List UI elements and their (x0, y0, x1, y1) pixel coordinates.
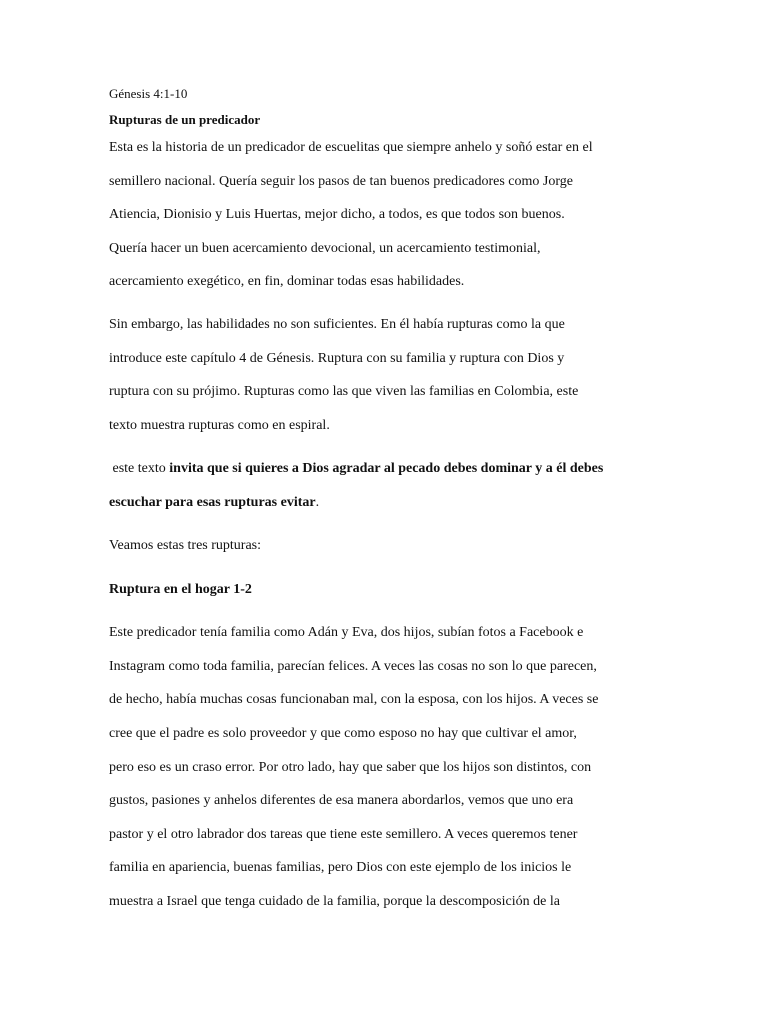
section-1-title: Ruptura en el hogar 1-2 (109, 582, 252, 597)
thesis-bold-1: invita que si quieres a Dios agradar al pecado debes dominar y a él debes (169, 461, 604, 476)
thesis-bold-2: escuchar para esas rupturas evitar (109, 495, 316, 510)
paragraph-3-line-6: gustos, pasiones y anhelos diferentes de esa manera abordarlos, vemos que uno era (109, 793, 574, 808)
paragraph-3-line-5: pero eso es un craso error. Por otro lado, hay que saber que los hijos son distintos, con (109, 760, 592, 775)
scripture-reference: Génesis 4:1-10 (109, 86, 188, 101)
paragraph-2-line-2: introduce este capítulo 4 de Génesis. Ruptura con su familia y ruptura con Dios y (109, 351, 565, 366)
thesis-line-2 (109, 494, 319, 512)
paragraph-3-line-3: de hecho, había muchas cosas funcionaban mal, con la esposa, con los hijos. A veces se (109, 692, 599, 707)
paragraph-3-line-1: Este predicador tenía familia como Adán y Eva, dos hijos, subían fotos a Facebook e (109, 625, 584, 640)
paragraph-3-line-7: pastor y el otro labrador dos tareas que tiene este semillero. A veces queremos tener (109, 827, 578, 842)
paragraph-3-line-4: cree que el padre es solo proveedor y que como esposo no hay que cultivar el amor, (109, 726, 577, 741)
paragraph-3-line-8: familia en apariencia, buenas familias, pero Dios con este ejemplo de los inicios le (109, 860, 572, 875)
paragraph-1-line-3: Atiencia, Dionisio y Luis Huertas, mejor dicho, a todos, es que todos son buenos. (109, 207, 565, 222)
intro-line: Veamos estas tres rupturas: (109, 538, 262, 553)
paragraph-2-line-4: texto muestra rupturas como en espiral. (109, 418, 330, 433)
paragraph-3-line-2: Instagram como toda familia, parecían felices. A veces las cosas no son lo que parecen, (109, 659, 597, 674)
paragraph-2-line-3: ruptura con su prójimo. Rupturas como las que viven las familias en Colombia, este (109, 384, 579, 399)
thesis-suffix: . (315, 495, 320, 510)
document-title: Rupturas de un predicador (109, 112, 261, 127)
thesis-line-1 (109, 460, 603, 478)
paragraph-2-line-1: Sin embargo, las habilidades no son suficientes. En él había rupturas como la que (109, 317, 565, 332)
paragraph-1-line-1: Esta es la historia de un predicador de escuelitas que siempre anhelo y soñó estar en el (109, 140, 593, 155)
paragraph-3-line-9: muestra a Israel que tenga cuidado de la familia, porque la descomposición de la (109, 894, 560, 909)
paragraph-1-line-2: semillero nacional. Quería seguir los pasos de tan buenos predicadores como Jorge (109, 174, 573, 189)
paragraph-1-line-4: Quería hacer un buen acercamiento devocional, un acercamiento testimonial, (109, 241, 541, 256)
thesis-prefix: este texto (109, 461, 170, 476)
paragraph-1-line-5: acercamiento exegético, en fin, dominar todas esas habilidades. (109, 274, 465, 289)
